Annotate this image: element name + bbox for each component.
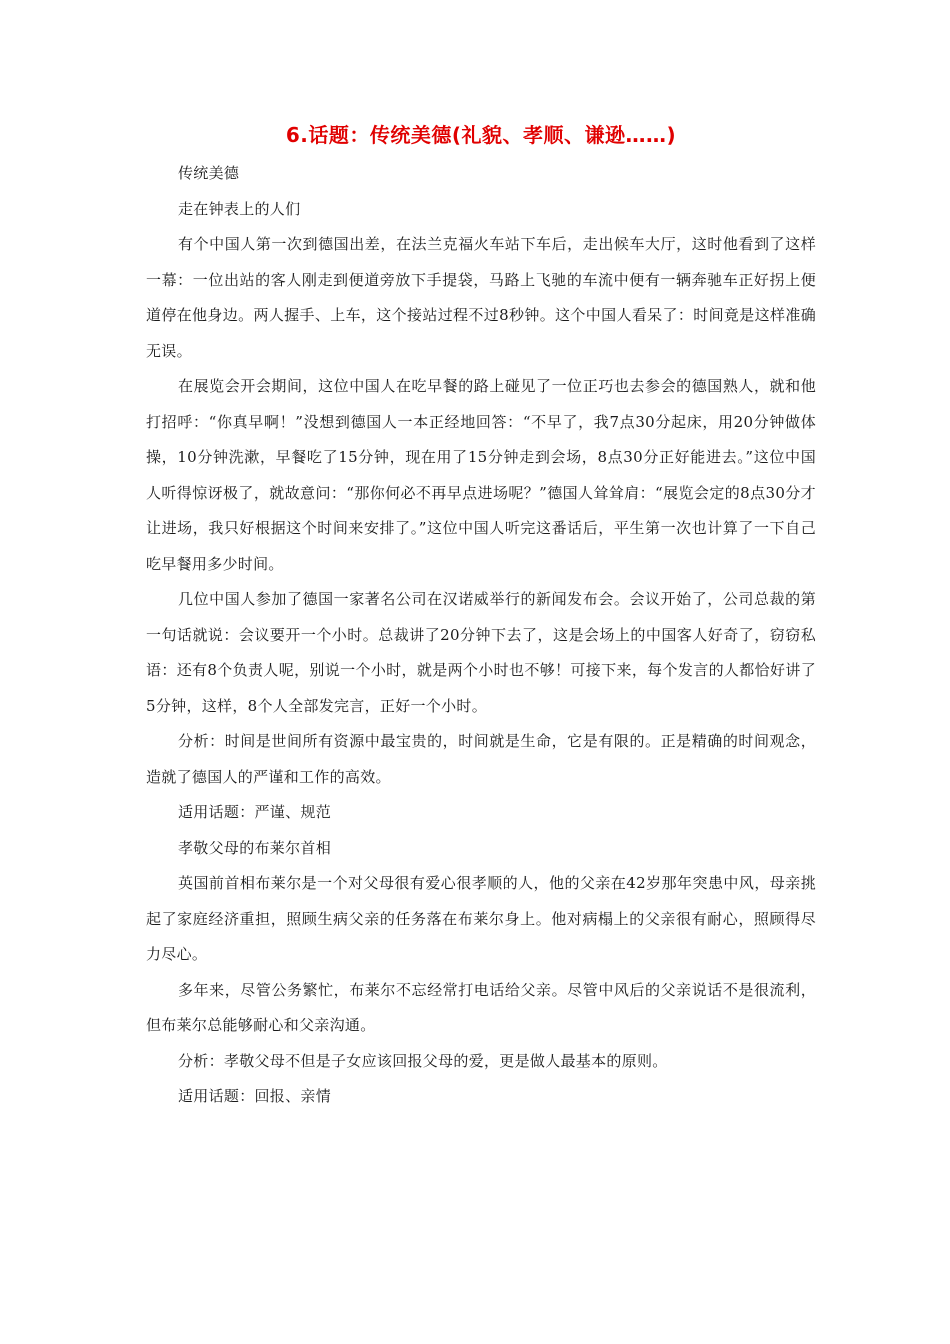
applicable-topics: 适用话题：回报、亲情 (178, 1087, 332, 1105)
analysis-paragraph: 分析：时间是世间所有资源中最宝贵的，时间就是生命，它是有限的。正是精确的时间观念，造就了德国人的严谨和工作的高效。 (146, 732, 816, 786)
analysis-paragraph: 分析：孝敬父母不但是子女应该回报父母的爱，更是做人最基本的原则。 (178, 1051, 668, 1070)
paragraph: 英国前首相布莱尔是一个对父母很有爱心很孝顺的人，他的父亲在42岁那年突患中风，母亲挑起了家庭经济重担，照顾生病父亲的任务落在布莱尔身上。他对病榻上的父亲很有耐心，照顾得尽力尽心。 (146, 874, 816, 963)
section-heading: 传统美德 (178, 164, 240, 182)
story-title: 走在钟表上的人们 (178, 199, 301, 218)
paragraph: 有个中国人第一次到德国出差，在法兰克福火车站下车后，走出候车大厅，这时他看到了这样一幕：一位出站的客人刚走到便道旁放下手提袋，马路上飞驰的车流中便有一辆奔驰车正好拐上便道停在他身边。两人握手、上车，这个接站过程不过8秒钟。这个中国人看呆了：时间竟是这样准确无误。 (146, 235, 816, 360)
document-page (146, 118, 816, 1115)
applicable-topics: 适用话题：严谨、规范 (178, 803, 332, 821)
paragraph: 几位中国人参加了德国一家著名公司在汉诺威举行的新闻发布会。会议开始了，公司总裁的第一句话就说：会议要开一个小时。总裁讲了20分钟下去了，这是会场上的中国客人好奇了，窃窃私语：还有8个负责人呢，别说一个小时，就是两个小时也不够！可接下来，每个发言的人都恰好讲了5分钟，这样，8个人全部发完言，正好一个小时。 (146, 590, 816, 715)
paragraph: 多年来，尽管公务繁忙，布莱尔不忘经常打电话给父亲。尽管中风后的父亲说话不是很流利，但布莱尔总能够耐心和父亲沟通。 (146, 980, 816, 1034)
story-title: 孝敬父母的布莱尔首相 (178, 838, 332, 857)
paragraph: 在展览会开会期间，这位中国人在吃早餐的路上碰见了一位正巧也去参会的德国熟人，就和他打招呼：“你真早啊！”没想到德国人一本正经地回答：“不早了，我7点30分起床，用20分钟做体操，10分钟洗漱，早餐吃了15分钟，现在用了15分钟走到会场，8点30分正好能进去。”这位中国人听得惊讶极了，就故意问：“那你何必不再早点进场呢？”德国人耸耸肩：“展览会定的8点30分才让进场，我只好根据这个时间来安排了。”这位中国人听完这番话后，平生第一次也计算了一下自己吃早餐用多少时间。 (146, 377, 816, 573)
document-title: 6.话题：传统美德(礼貌、孝顺、谦逊……) (285, 123, 677, 147)
